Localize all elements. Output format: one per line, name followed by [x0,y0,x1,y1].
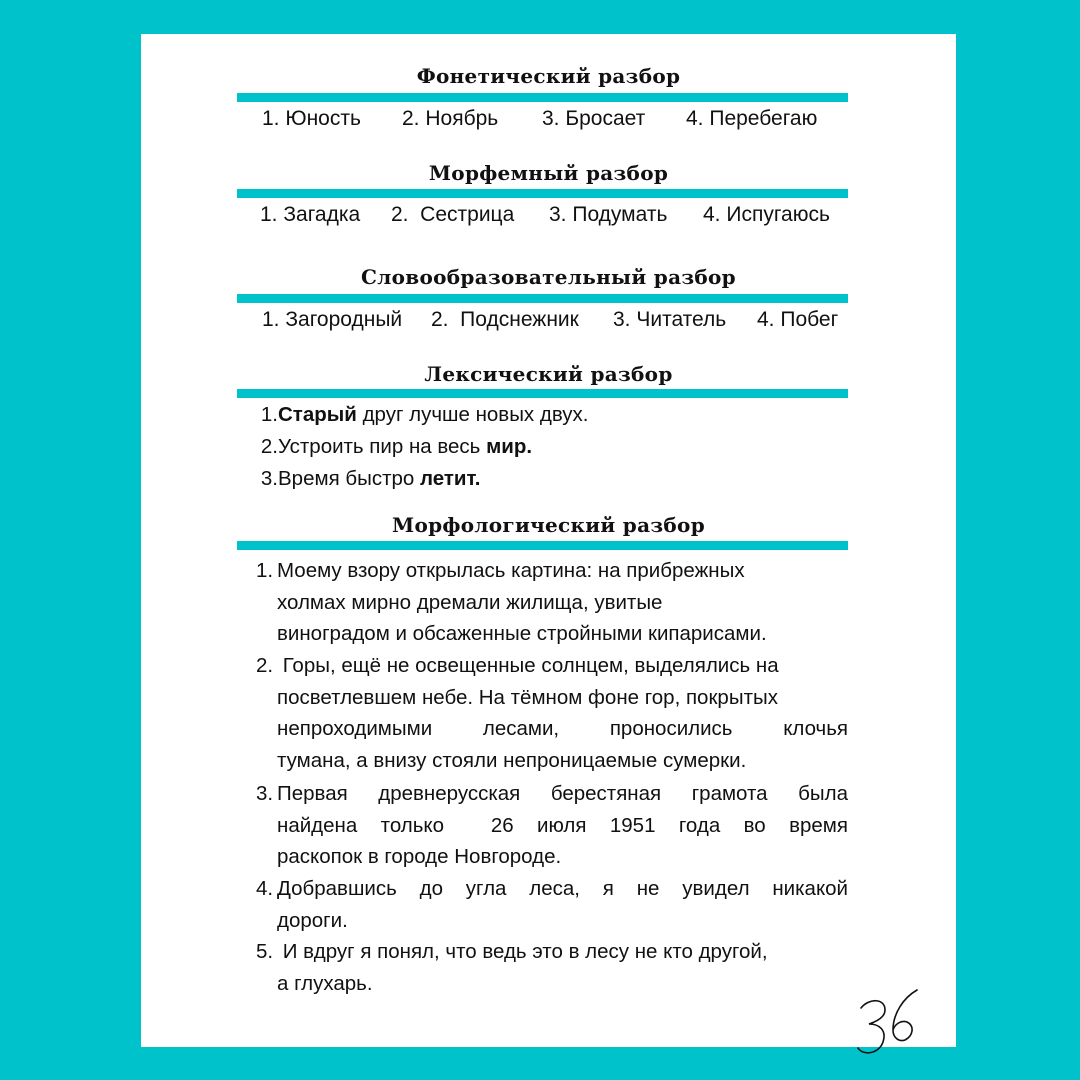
word-item: 2. Сестрица [391,203,515,226]
word-item: 3. Бросает [542,107,646,130]
morphological-paragraph [256,936,848,999]
item-number: 1. [256,559,274,582]
paragraph-line: виноградом и обсаженные стройными кипарисами. [277,622,767,645]
highlighted-word: летит. [419,467,481,490]
item-number: 2. [260,435,278,458]
paragraph-line: Моему взору открылась картина: на прибрежных [277,559,745,582]
word-item: 4. Испугаюсь [703,203,830,226]
highlighted-word: Старый [278,403,357,426]
section-title-phonetic: Фонетический разбор [416,64,681,88]
section-divider [237,189,848,198]
section-title-lexical: Лексический разбор [424,362,673,386]
lexical-sentence [256,467,480,491]
word-item: 3. Подумать [549,203,668,226]
item-number: 4. [256,877,274,900]
lexical-sentence [256,435,532,459]
item-number: 2. [256,654,274,677]
word-item: 4. Побег [757,308,839,331]
paragraph-line: Добравшись до угла леса, я не увидел никакой [277,877,848,900]
section-divider [237,541,848,550]
section-divider [237,389,848,398]
sentence-text: друг лучше новых двух. [356,403,589,426]
morphological-paragraph [256,778,848,873]
paragraph-line: найдена только 26 июля 1951 года во время [277,813,848,837]
morphological-paragraph [256,873,848,936]
paragraph-line: И вдруг я понял, что ведь это в лесу не кто другой, [277,940,768,963]
section-title-morphological: Морфологический разбор [392,513,705,537]
page-number-handwritten [855,984,925,1059]
item-number: 3. [256,782,274,805]
word-item: 1. Загородный [262,308,403,331]
paragraph-line: Первая древнерусская берестяная грамота была [277,782,848,805]
word-item: 1. Юность [262,107,361,130]
item-number: 3. [260,467,278,490]
paragraph-line: посветлевшем небе. На тёмном фоне гор, покрытых [277,685,778,709]
word-item: 2. Подснежник [431,308,579,331]
paragraph-line: холмах мирно дремали жилища, увитые [277,590,663,614]
item-number: 5. [256,940,274,963]
item-number: 1. [260,403,278,426]
word-item: 4. Перебегаю [686,107,818,130]
sentence-text: Устроить пир на весь [278,435,487,458]
highlighted-word: мир. [486,435,533,458]
paragraph-line: а глухарь. [277,971,373,995]
morphological-paragraph [256,650,848,776]
morphological-paragraph [256,555,848,650]
sentence-text: Время быстро [278,467,420,490]
word-item: 3. Читатель [613,308,727,331]
paragraph-line: дороги. [277,908,348,932]
paragraph-line: тумана, а внизу стояли непроницаемые сумерки. [277,748,747,772]
word-item: 2. Ноябрь [402,107,499,130]
section-divider [237,294,848,303]
paragraph-line: Горы, ещё не освещенные солнцем, выделялись на [277,654,779,677]
lexical-sentence [256,403,588,427]
word-item: 1. Загадка [260,203,361,226]
worksheet-page [141,34,956,1047]
paragraph-line: раскопок в городе Новгороде. [277,845,562,868]
section-title-morphemic: Морфемный разбор [428,161,669,185]
section-divider [237,93,848,102]
paragraph-line: непроходимыми лесами, проносились клочья [277,717,848,740]
section-title-word-formation: Словообразовательный разбор [361,265,736,289]
